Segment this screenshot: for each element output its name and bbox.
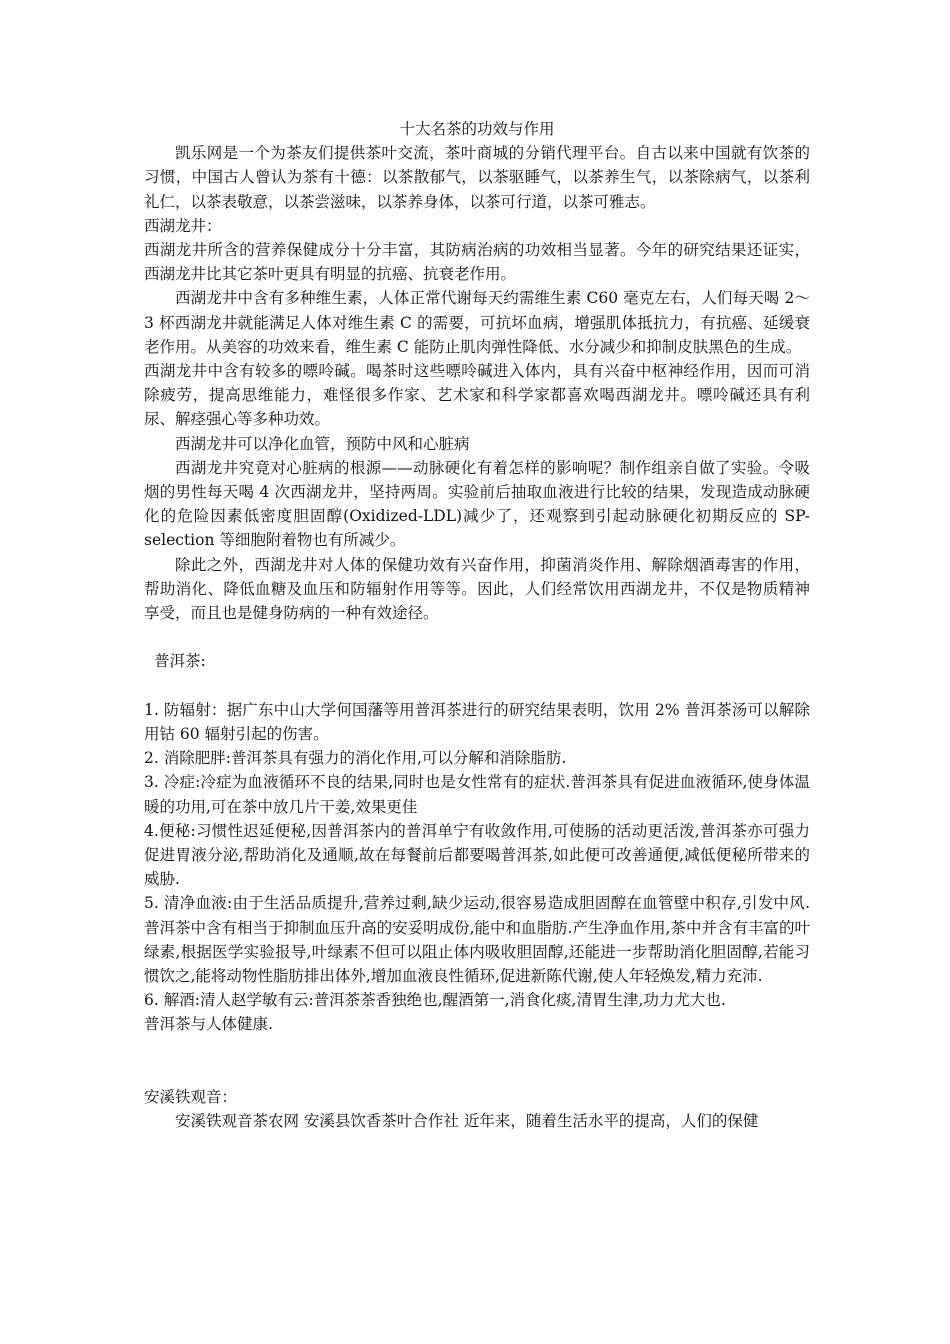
puer-closing: 普洱茶与人体健康. bbox=[144, 1015, 273, 1034]
spacer bbox=[144, 674, 810, 698]
longjing-paragraph-1: 西湖龙井所含的营养保健成分十分丰富，其防病治病的功效相当显著。今年的研究结果还证实，西湖龙井比其它茶叶更具有明显的抗癌、抗衰老作用。 bbox=[144, 241, 810, 284]
intro-paragraph: 凯乐网是一个为茶友们提供茶叶交流，茶叶商城的分销代理平台。自古以来中国就有饮茶的习惯，中国古人曾认为茶有十德：以茶散郁气，以茶驱睡气，以茶养生气，以茶除病气，以茶利礼仁，以茶表敬意，以茶尝滋味，以茶养身体，以茶可行道，以茶可雅志。 bbox=[144, 144, 810, 211]
longjing-paragraph-6: 除此之外，西湖龙井对人体的保健功效有兴奋作用，抑菌消炎作用、解除烟酒毒害的作用，帮助消化、降低血糖及血压和防辐射作用等等。因此，人们经常饮用西湖龙井，不仅是物质精神享受，而且也是健身防病的一种有效途径。 bbox=[144, 555, 810, 623]
puer-item-2: 2. 消除肥胖:普洱茶具有强力的消化作用,可以分解和消除脂肪. bbox=[144, 749, 567, 768]
longjing-paragraph-5: 西湖龙井究竟对心脏病的根源——动脉硬化有着怎样的影响呢？制作组亲自做了实验。令吸烟的男性每天喝 4 次西湖龙井，坚持两周。实验前后抽取血液进行比较的结果，发现造成动脉硬化的危险因素低密度胆固醇(Oxidized-LDL)减少了，还观察到引起动脉硬化初期反应的 SP-selection 等细胞附着物也有所减少。 bbox=[144, 458, 810, 550]
puer-item-5: 5. 清净血液:由于生活品质提升,营养过剩,缺少运动,很容易造成胆固醇在血管壁中积存,引发中风.普洱茶中含有相当于抑制血压升高的安妥明成份,能中和血脂肪.产生净血作用,茶中并含有丰富的叶绿素,根据医学实验报导,叶绿素不但可以阻止体内吸收胆固醇,还能进一步帮助消化胆固醇,若能习惯饮之,能将动物性脂肪排出体外,增加血液良性循环,促进新陈代谢,使人年轻焕发,精力充沛. bbox=[144, 894, 810, 986]
longjing-paragraph-4: 西湖龙井可以净化血管，预防中风和心脏病 bbox=[175, 434, 470, 453]
spacer bbox=[144, 1037, 810, 1085]
puer-item-4: 4.便秘:习惯性迟延便秘,因普洱茶内的普洱单宁有收敛作用,可使肠的活动更活泼,普洱茶亦可强力促进胃液分泌,帮助消化及通顺,故在每餐前后都要喝普洱茶,如此便可改善通便,减低便秘所带来的威胁. bbox=[144, 821, 810, 889]
document-body bbox=[144, 117, 810, 1133]
page-title: 十大名茶的功效与作用 bbox=[399, 120, 555, 138]
section-heading-longjing: 西湖龙井： bbox=[144, 216, 222, 235]
longjing-paragraph-2: 西湖龙井中含有多种维生素，人体正常代谢每天约需维生素 C60 毫克左右，人们每天喝 2～3 杯西湖龙井就能满足人体对维生素 C 的需要，可抗坏血病，增强肌体抵抗力，有抗癌、延缓衰老作用。从美容的功效来看，维生素 C 能防止肌肉弹性降低、水分减少和抑制皮肤黑色的生成。 bbox=[144, 289, 810, 356]
puer-item-6: 6. 解酒:清人赵学敏有云:普洱茶茶香独绝也,醒酒第一,消食化痰,清胃生津,功力尤大也. bbox=[144, 991, 726, 1010]
section-heading-puer: 普洱茶: bbox=[154, 652, 206, 671]
section-heading-tieguanyin: 安溪铁观音： bbox=[144, 1088, 238, 1107]
tieguanyin-paragraph-1: 安溪铁观音茶农网 安溪县饮香茶叶合作社 近年来，随着生活水平的提高，人们的保健 bbox=[175, 1112, 759, 1131]
puer-item-1: 1. 防辐射：据广东中山大学何国藩等用普洱茶进行的研究结果表明，饮用 2% 普洱茶汤可以解除用钴 60 辐射引起的伤害。 bbox=[144, 700, 810, 744]
spacer bbox=[144, 625, 810, 649]
puer-item-3: 3. 冷症:冷症为血液循环不良的结果,同时也是女性常有的症状.普洱茶具有促进血液循环,使身体温暖的功用,可在茶中放几片干姜,效果更佳 bbox=[144, 773, 810, 816]
longjing-paragraph-3: 西湖龙井中含有较多的嘌呤碱。喝茶时这些嘌呤碱进入体内，具有兴奋中枢神经作用，因而可消除疲劳，提高思维能力，难怪很多作家、艺术家和科学家都喜欢喝西湖龙井。嘌呤碱还具有利尿、解痉强心等多种功效。 bbox=[144, 362, 810, 429]
